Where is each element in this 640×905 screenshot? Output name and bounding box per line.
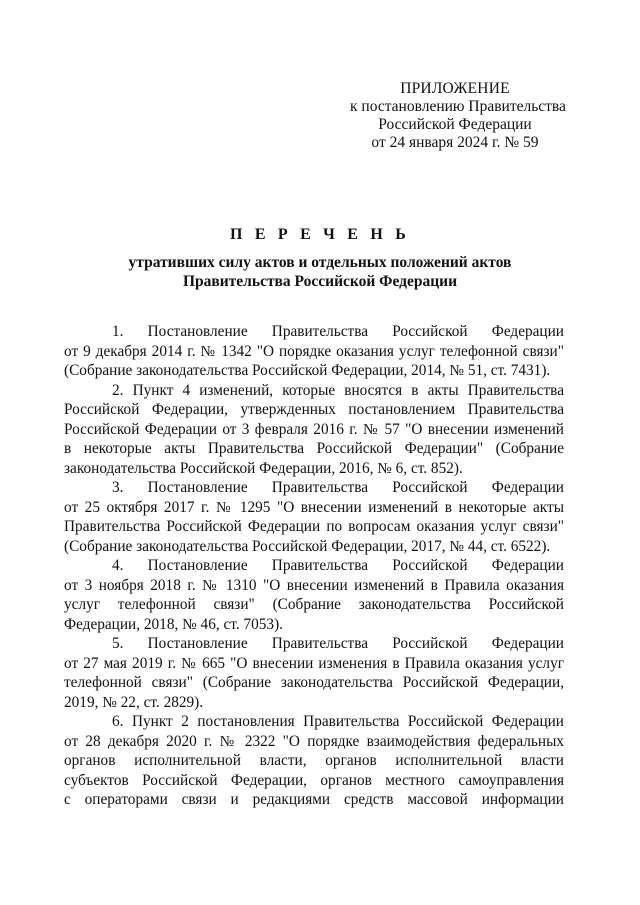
list-item-line: 2. Пункт 4 изменений, которые вносятся в акты Правительства [112, 381, 564, 399]
list-item-line: 3. Постановление Правительства Российской Федерации [112, 479, 564, 496]
list-item-line: Российской Федерации, утвержденных постановлением Правительства [64, 401, 564, 418]
list-item-line: 5. Постановление Правительства Российской Федерации [112, 635, 564, 652]
list-item [64, 556, 564, 634]
appendix-line-1: к постановлению Правительства [350, 98, 566, 115]
list-item-line: 2019, № 22, ст. 2829). [64, 693, 204, 711]
heading-title: П Е Р Е Ч Е Н Ь [230, 226, 410, 243]
heading-subtitle-2: Правительства Российской Федерации [182, 273, 458, 290]
document-body [64, 322, 564, 810]
list-item-line: (Собрание законодательства Российской Федерации, 2017, № 44, ст. 6522). [64, 537, 551, 555]
list-item-line: законодательства Российской Федерации, 2016, № 6, ст. 852). [64, 459, 463, 477]
list-item [64, 322, 564, 381]
list-item-line: 6. Пункт 2 постановления Правительства Российской Федерации [112, 713, 564, 730]
list-item [64, 381, 564, 479]
list-item [64, 478, 564, 556]
list-item-line: услуг телефонной связи" (Собрание законодательства Российской [64, 596, 564, 613]
appendix-block [350, 80, 566, 152]
appendix-title: ПРИЛОЖЕНИЕ [400, 80, 510, 97]
list-item [64, 634, 564, 712]
list-item [64, 712, 564, 810]
list-item-line: субъектов Российской Федерации, органов местного самоуправления [64, 771, 564, 789]
list-item-line: 4. Постановление Правительства Российской Федерации [112, 557, 564, 574]
list-item-line: от 25 октября 2017 г. № 1295 "О внесении изменений в некоторые акты [64, 498, 564, 516]
list-item-line: от 9 декабря 2014 г. № 1342 "О порядке оказания услуг телефонной связи" [64, 342, 564, 360]
list-item-line: органов исполнительной власти, органов исполнительной власти [64, 752, 564, 769]
appendix-line-3: от 24 января 2024 г. № 59 [371, 134, 539, 151]
list-item-line: в некоторые акты Правительства Российской Федерации" (Собрание [64, 440, 564, 457]
list-item-line: Российской Федерации от 3 февраля 2016 г. № 57 "О внесении изменений [64, 420, 564, 438]
list-item-line: телефонной связи" (Собрание законодательства Российской Федерации, [64, 674, 564, 691]
list-item-line: (Собрание законодательства Российской Федерации, 2014, № 51, ст. 7431). [64, 362, 551, 379]
heading-subtitle-1: утративших силу актов и отдельных положений актов [128, 254, 512, 271]
list-item-line: Правительства Российской Федерации по вопросам оказания услуг связи" [64, 518, 564, 535]
appendix-line-2: Российской Федерации [378, 116, 532, 133]
list-item-line: от 27 мая 2019 г. № 665 "О внесении изменения в Правила оказания услуг [64, 654, 564, 672]
list-item-line: от 3 ноября 2018 г. № 1310 "О внесении изменений в Правила оказания [64, 576, 564, 594]
list-item-line: с операторами связи и редакциями средств массовой информации [64, 791, 564, 808]
list-item-line: Федерации, 2018, № 46, ст. 7053). [64, 615, 283, 633]
list-item-line: 1. Постановление Правительства Российской Федерации [112, 323, 564, 340]
document-heading [64, 225, 576, 291]
list-item-line: от 28 декабря 2020 г. № 2322 "О порядке взаимодействия федеральных [64, 732, 564, 750]
